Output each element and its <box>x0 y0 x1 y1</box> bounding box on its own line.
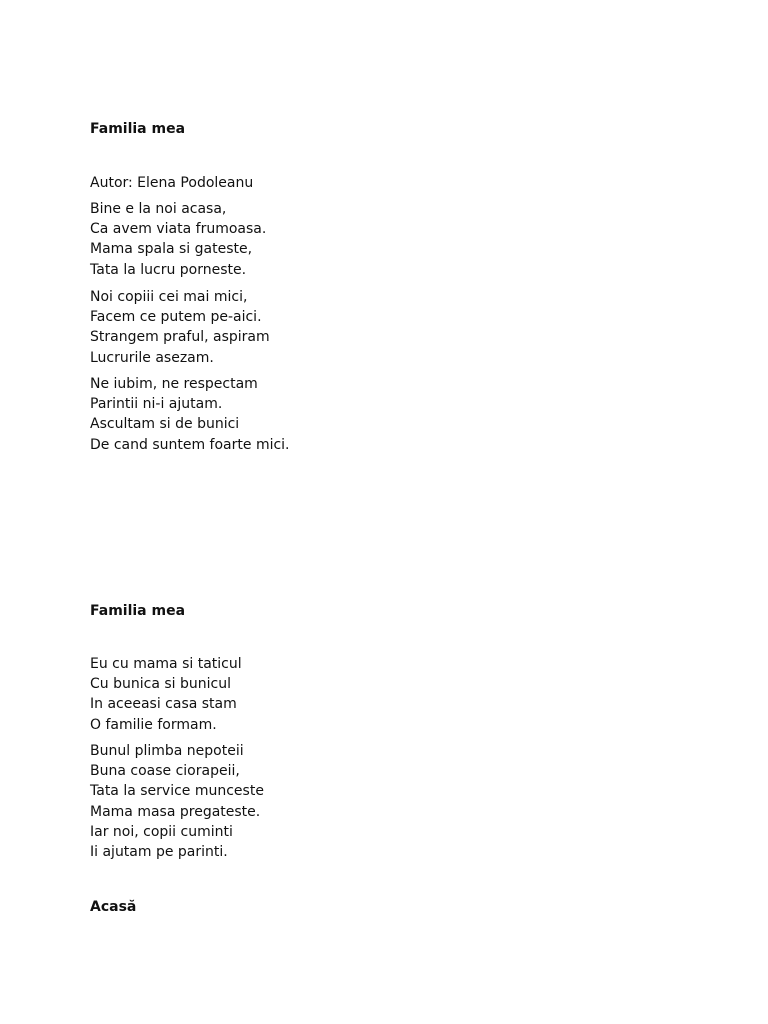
poem1-title: Familia mea <box>90 121 186 137</box>
poem-line: Bine e la noi acasa, <box>90 201 227 217</box>
poem1-stanza-3 <box>90 374 290 455</box>
poem-line: Tata la service munceste <box>90 783 264 800</box>
poem-line: De cand suntem foarte mici. <box>90 436 290 453</box>
poem-line: O familie formam. <box>90 716 217 733</box>
poem-line: Ca avem viata frumoasa. <box>90 221 267 238</box>
poem-line: Cu bunica si bunicul <box>90 676 231 693</box>
poem-line: Bunul plimba nepoteii <box>90 743 244 759</box>
poem2-title: Familia mea <box>90 603 186 619</box>
poem-line: Tata la lucru porneste. <box>90 261 247 278</box>
poem3-title: Acasă <box>90 899 137 915</box>
poem1-stanza-1 <box>90 199 266 280</box>
document-page <box>90 0 730 1024</box>
poem-line: Ii ajutam pe parinti. <box>90 844 228 861</box>
poem-line: In aceeasi casa stam <box>90 696 237 713</box>
poem2-stanza-1 <box>90 654 242 735</box>
poem-line: Lucrurile asezam. <box>90 349 214 366</box>
poem1-stanza-2 <box>90 287 270 368</box>
poem-line: Parintii ni-i ajutam. <box>90 396 223 413</box>
poem1-author: Autor: Elena Podoleanu <box>90 175 254 191</box>
poem-line: Mama masa pregateste. <box>90 803 261 820</box>
poem-line: Mama spala si gateste, <box>90 241 253 258</box>
poem-line: Ne iubim, ne respectam <box>90 376 258 392</box>
poem-line: Strangem praful, aspiram <box>90 329 270 346</box>
poem-line: Eu cu mama si taticul <box>90 656 242 672</box>
poem-line: Iar noi, copii cuminti <box>90 823 233 840</box>
poem-line: Buna coase ciorapeii, <box>90 763 240 780</box>
poem-line: Facem ce putem pe-aici. <box>90 309 262 326</box>
poem-line: Ascultam si de bunici <box>90 416 240 433</box>
poem2-stanza-2 <box>90 741 264 862</box>
poem-line: Noi copiii cei mai mici, <box>90 289 248 305</box>
